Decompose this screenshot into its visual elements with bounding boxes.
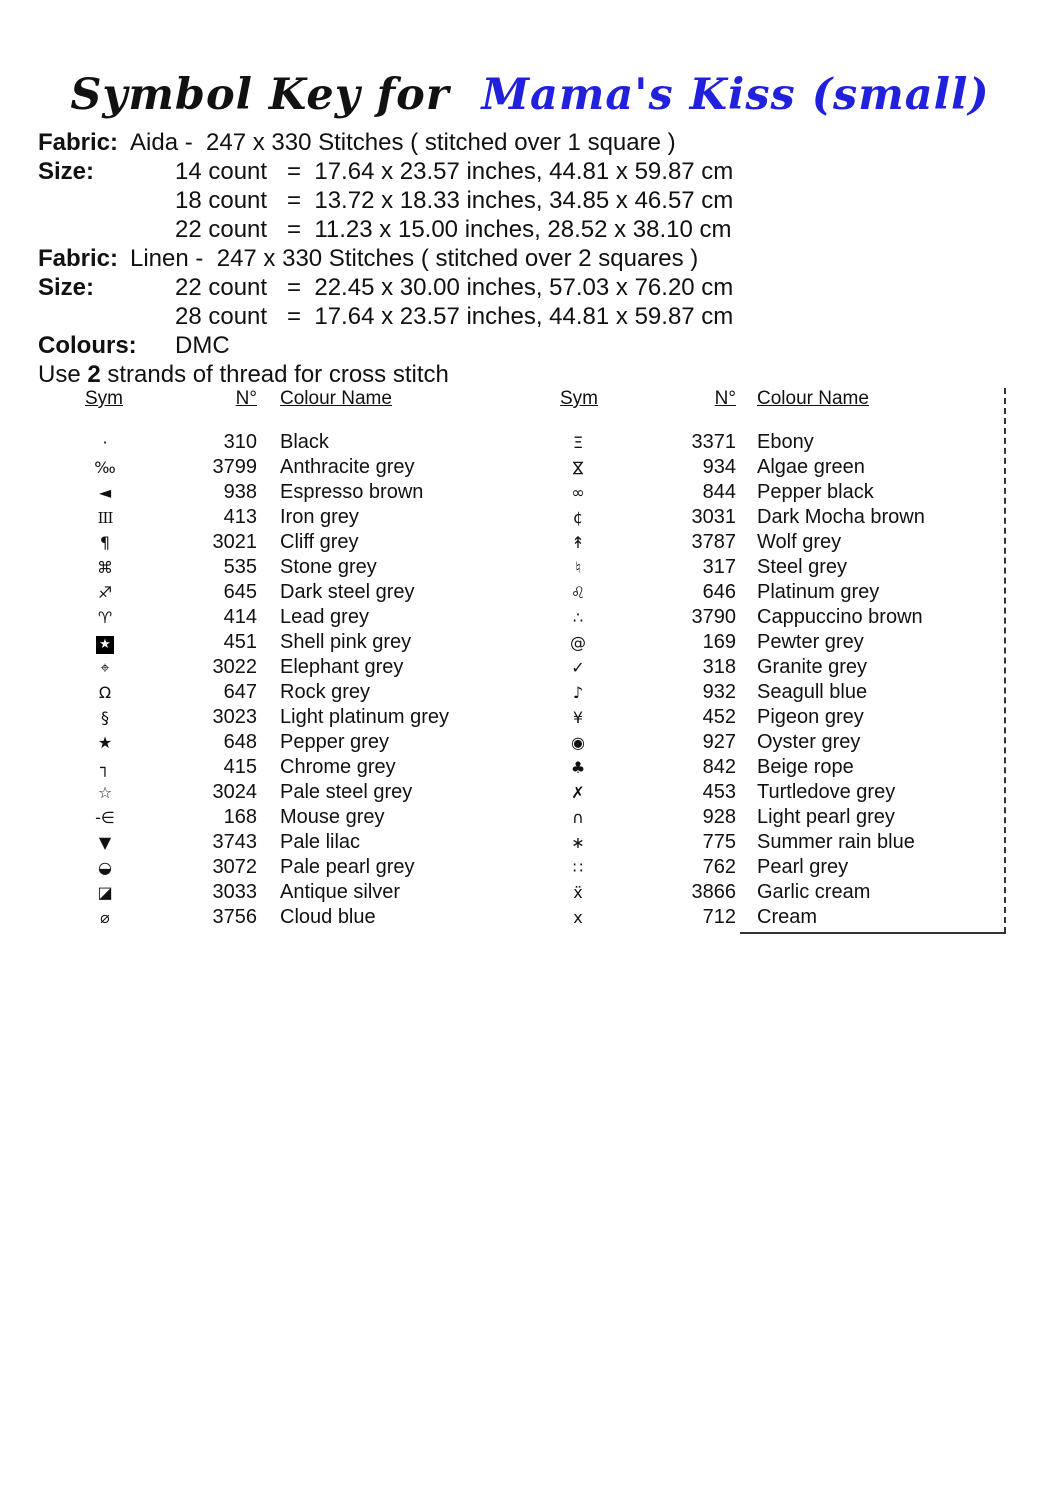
- colour-name-cell: Rock grey: [280, 681, 371, 703]
- symbol-cell: [85, 806, 125, 830]
- symbol-cell: [560, 856, 596, 880]
- colour-name-cell: Cloud blue: [280, 906, 376, 928]
- colour-name-cell: Wolf grey: [757, 531, 842, 553]
- number-cell: 535: [223, 556, 257, 578]
- key-row: [85, 480, 515, 505]
- colour-name-cell: Pigeon grey: [757, 706, 864, 728]
- number-cell: 3790: [691, 606, 736, 628]
- number-cell: 414: [223, 606, 257, 628]
- key-row: [85, 630, 515, 655]
- symbol-cell: [85, 581, 125, 605]
- symbol-cell: [85, 881, 125, 905]
- spec-dimensions: = 13.72 x 18.33 inches, 34.85 x 46.57 cm: [287, 187, 734, 214]
- symbol-cell: [560, 581, 596, 605]
- key-row: [85, 580, 515, 605]
- stitch-symbol: -∈: [95, 808, 115, 827]
- colour-name-cell: Pale lilac: [280, 831, 361, 853]
- header-number: N°: [235, 388, 257, 409]
- key-row: [85, 505, 515, 530]
- number-cell: 3022: [212, 656, 257, 678]
- colour-name-cell: Shell pink grey: [280, 631, 412, 653]
- symbol-cell: [85, 481, 125, 505]
- header-sym: Sym: [560, 388, 598, 409]
- symbol-cell: [560, 531, 596, 555]
- key-row: [560, 880, 1008, 905]
- key-row: [85, 880, 515, 905]
- title-name: Mama's Kiss (small): [465, 70, 990, 120]
- number-cell: 3743: [212, 831, 257, 853]
- spec-label: Fabric:: [38, 245, 119, 272]
- symbol-cell: [85, 906, 125, 930]
- symbol-cell: [560, 706, 596, 730]
- spec-label: [38, 215, 130, 244]
- key-row: [560, 805, 1008, 830]
- stitch-symbol: ⌘: [97, 558, 113, 577]
- colour-name-cell: Black: [280, 431, 329, 453]
- number-cell: 3866: [691, 881, 736, 903]
- colour-name-cell: Mouse grey: [280, 806, 385, 828]
- symbol-cell: [85, 756, 125, 780]
- stitch-symbol: ♪: [572, 683, 584, 702]
- number-cell: 3033: [212, 881, 257, 903]
- symbol-cell: [85, 831, 125, 855]
- stitch-symbol: ¶: [99, 533, 111, 552]
- spec-value: DMC: [175, 332, 230, 359]
- number-cell: 318: [702, 656, 736, 678]
- number-cell: 3031: [691, 506, 736, 528]
- symbol-cell: [560, 831, 596, 855]
- colour-name-cell: Chrome grey: [280, 756, 396, 778]
- symbol-cell: [85, 631, 125, 655]
- symbol-cell: [560, 631, 596, 655]
- colour-name-cell: Dark Mocha brown: [757, 506, 925, 528]
- stitch-symbol: ♈: [97, 608, 113, 627]
- colour-name-cell: Cream: [757, 906, 818, 928]
- symbol-cell: [85, 706, 125, 730]
- spec-count: 22 count: [175, 216, 268, 243]
- strands-pre: Use: [38, 361, 81, 388]
- stitch-symbol: ♣: [570, 758, 586, 777]
- number-cell: 3024: [212, 781, 257, 803]
- symbol-cell: [560, 656, 596, 680]
- number-cell: 844: [702, 481, 736, 503]
- key-rows: [560, 430, 1008, 930]
- symbol-cell: [560, 606, 596, 630]
- symbol-cell: [85, 681, 125, 705]
- number-cell: 934: [702, 456, 736, 478]
- number-cell: 3023: [212, 706, 257, 728]
- symbol-cell: [85, 856, 125, 880]
- symbol-cell: [85, 781, 125, 805]
- number-cell: 451: [223, 631, 257, 653]
- key-row: [85, 655, 515, 680]
- key-row: [560, 430, 1008, 455]
- colour-name-cell: Espresso brown: [280, 481, 424, 503]
- colour-name-cell: Platinum grey: [757, 581, 880, 603]
- colour-name-cell: Pale steel grey: [280, 781, 413, 803]
- stitch-symbol: ẍ: [573, 883, 583, 902]
- colour-name-cell: Dark steel grey: [280, 581, 415, 603]
- header-number: N°: [714, 388, 736, 409]
- stitch-symbol: ⋈: [569, 460, 588, 476]
- spec-dimensions: = 22.45 x 30.00 inches, 57.03 x 76.20 cm: [287, 274, 734, 301]
- spec-row: [38, 186, 733, 215]
- key-row: [85, 455, 515, 480]
- key-row: [560, 855, 1008, 880]
- symbol-cell: [560, 731, 596, 755]
- spec-row: [38, 331, 733, 360]
- number-cell: 645: [223, 581, 257, 603]
- stitch-symbol: ♌: [570, 583, 586, 602]
- colour-name-cell: Light platinum grey: [280, 706, 449, 728]
- symbol-cell: [560, 681, 596, 705]
- spec-count: 18 count: [175, 187, 268, 214]
- key-row: [560, 580, 1008, 605]
- symbol-cell: [560, 906, 596, 930]
- spec-label: [38, 186, 130, 215]
- key-row: [85, 855, 515, 880]
- number-cell: 317: [702, 556, 736, 578]
- key-row: [85, 555, 515, 580]
- symbol-cell: [85, 656, 125, 680]
- symbol-cell: [560, 481, 596, 505]
- number-cell: 413: [223, 506, 257, 528]
- table-border-bottom: [740, 932, 1006, 934]
- colour-name-cell: Iron grey: [280, 506, 359, 528]
- stitch-symbol: ↟: [571, 533, 585, 552]
- strands-count: 2: [87, 361, 101, 388]
- spec-value: Linen - 247 x 330 Stitches ( stitched over 2 squares ): [130, 245, 699, 272]
- key-header-row: [85, 388, 515, 410]
- key-row: [560, 630, 1008, 655]
- colour-name-cell: Granite grey: [757, 656, 868, 678]
- stitch-symbol: ┐: [100, 758, 110, 777]
- spec-count: 14 count: [175, 158, 268, 185]
- symbol-cell: [560, 756, 596, 780]
- symbol-cell: [85, 606, 125, 630]
- key-row: [560, 730, 1008, 755]
- number-cell: 3799: [212, 456, 257, 478]
- spec-label: Size:: [38, 158, 95, 185]
- title-prefix: Symbol Key for: [70, 70, 466, 120]
- key-row: [560, 505, 1008, 530]
- colour-name-cell: Pepper grey: [280, 731, 389, 753]
- symbol-cell: [560, 781, 596, 805]
- number-cell: 646: [702, 581, 736, 603]
- stitch-symbol: ∴: [572, 608, 584, 627]
- number-cell: 648: [223, 731, 257, 753]
- spec-count: 28 count: [175, 303, 268, 330]
- symbol-cell: [560, 806, 596, 830]
- key-row: [560, 605, 1008, 630]
- number-cell: 3371: [691, 431, 736, 453]
- symbol-cell: [85, 456, 125, 480]
- key-row: [560, 455, 1008, 480]
- key-row: [85, 830, 515, 855]
- symbol-cell: [85, 431, 125, 455]
- colour-name-cell: Beige rope: [757, 756, 854, 778]
- stitch-symbol: ★: [97, 733, 113, 752]
- stitch-symbol: @: [570, 633, 586, 652]
- number-cell: 3756: [212, 906, 257, 928]
- stitch-symbol: ✗: [571, 783, 585, 802]
- spec-row: [38, 302, 733, 331]
- page-title: [0, 70, 1060, 120]
- spec-row: [38, 157, 733, 186]
- key-row: [85, 530, 515, 555]
- strands-note: [38, 360, 733, 389]
- colour-name-cell: Cappuccino brown: [757, 606, 923, 628]
- spec-dimensions: = 17.64 x 23.57 inches, 44.81 x 59.87 cm: [287, 158, 734, 185]
- number-cell: 169: [702, 631, 736, 653]
- number-cell: 927: [702, 731, 736, 753]
- colour-name-cell: Garlic cream: [757, 881, 871, 903]
- symbol-cell: [85, 506, 125, 530]
- symbol-cell: [85, 556, 125, 580]
- spec-row: [38, 244, 733, 273]
- spec-dimensions: = 17.64 x 23.57 inches, 44.81 x 59.87 cm: [287, 303, 734, 330]
- key-row: [560, 705, 1008, 730]
- symbol-cell: [560, 556, 596, 580]
- stitch-symbol: ⌖: [100, 658, 110, 677]
- key-row: [560, 905, 1008, 930]
- pattern-info: [38, 128, 733, 389]
- key-row: [85, 780, 515, 805]
- spec-label: [38, 302, 130, 331]
- spec-count: 22 count: [175, 274, 268, 301]
- spec-row: [38, 273, 733, 302]
- stitch-symbol: ¢: [572, 508, 584, 527]
- header-colour-name: Colour Name: [280, 388, 392, 409]
- number-cell: 453: [702, 781, 736, 803]
- key-row: [560, 530, 1008, 555]
- number-cell: 3787: [691, 531, 736, 553]
- key-row: [560, 755, 1008, 780]
- number-cell: 452: [702, 706, 736, 728]
- number-cell: 712: [702, 906, 736, 928]
- colour-name-cell: Ebony: [757, 431, 814, 453]
- colour-name-cell: Pepper black: [757, 481, 874, 503]
- stitch-symbol: III: [97, 509, 113, 527]
- number-cell: 938: [223, 481, 257, 503]
- spec-dimensions: = 11.23 x 15.00 inches, 28.52 x 38.10 cm: [287, 216, 732, 243]
- stitch-symbol: ∷: [572, 858, 584, 877]
- colour-name-cell: Seagull blue: [757, 681, 868, 703]
- key-row: [85, 905, 515, 930]
- stitch-symbol: ‰: [94, 458, 116, 477]
- stitch-symbol: ⌀: [100, 908, 110, 927]
- key-rows: [85, 430, 515, 930]
- key-row: [85, 605, 515, 630]
- colour-name-cell: Anthracite grey: [280, 456, 415, 478]
- header-colour-name: Colour Name: [757, 388, 869, 409]
- symbol-cell: [560, 506, 596, 530]
- symbol-cell: [85, 531, 125, 555]
- spec-rows: [38, 128, 733, 360]
- stitch-symbol: ♮: [575, 558, 581, 577]
- colour-name-cell: Antique silver: [280, 881, 401, 903]
- colour-name-cell: Pale pearl grey: [280, 856, 415, 878]
- stitch-symbol: ∩: [572, 808, 584, 827]
- stitch-symbol: ∗: [571, 833, 585, 852]
- symbol-cell: [560, 456, 596, 480]
- key-header-row: [560, 388, 1008, 410]
- key-row: [560, 830, 1008, 855]
- symbol-cell: [560, 881, 596, 905]
- symbol-cell: [85, 731, 125, 755]
- stitch-symbol: ◄: [98, 483, 112, 502]
- table-border-right: [1004, 388, 1006, 933]
- key-row: [85, 705, 515, 730]
- number-cell: 415: [223, 756, 257, 778]
- colour-name-cell: Pewter grey: [757, 631, 864, 653]
- colour-name-cell: Turtledove grey: [757, 781, 896, 803]
- key-row: [560, 555, 1008, 580]
- key-row: [560, 480, 1008, 505]
- stitch-symbol: ★: [96, 636, 114, 654]
- colour-name-cell: Stone grey: [280, 556, 377, 578]
- number-cell: 3021: [212, 531, 257, 553]
- stitch-symbol: ♐: [97, 583, 113, 602]
- number-cell: 928: [702, 806, 736, 828]
- spec-label: Size:: [38, 274, 95, 301]
- spec-row: [38, 215, 733, 244]
- stitch-symbol: Ω: [98, 683, 112, 702]
- number-cell: 775: [702, 831, 736, 853]
- number-cell: 932: [702, 681, 736, 703]
- colour-name-cell: Cliff grey: [280, 531, 359, 553]
- stitch-symbol: ▼: [98, 833, 112, 852]
- stitch-symbol: ¥: [572, 708, 584, 727]
- stitch-symbol: ·: [102, 433, 108, 452]
- strands-post: strands of thread for cross stitch: [107, 361, 449, 388]
- symbol-key-column-left: [85, 388, 515, 930]
- colour-name-cell: Lead grey: [280, 606, 369, 628]
- stitch-symbol: Ξ: [572, 433, 584, 452]
- colour-name-cell: Summer rain blue: [757, 831, 915, 853]
- key-row: [85, 805, 515, 830]
- header-sym: Sym: [85, 388, 123, 409]
- stitch-symbol: ◉: [571, 733, 585, 752]
- stitch-symbol: x: [573, 908, 583, 927]
- colour-name-cell: Steel grey: [757, 556, 848, 578]
- number-cell: 842: [702, 756, 736, 778]
- number-cell: 168: [223, 806, 257, 828]
- symbol-key-column-right: [560, 388, 1008, 930]
- stitch-symbol: ✓: [571, 658, 585, 677]
- spec-row: [38, 128, 733, 157]
- number-cell: 762: [702, 856, 736, 878]
- number-cell: 310: [223, 431, 257, 453]
- key-row: [560, 780, 1008, 805]
- key-row: [85, 680, 515, 705]
- number-cell: 647: [223, 681, 257, 703]
- spec-label: Colours:: [38, 332, 137, 359]
- spec-label: Fabric:: [38, 129, 119, 156]
- colour-name-cell: Pearl grey: [757, 856, 849, 878]
- key-row: [85, 730, 515, 755]
- colour-name-cell: Oyster grey: [757, 731, 861, 753]
- stitch-symbol: ◒: [98, 858, 112, 877]
- colour-name-cell: Light pearl grey: [757, 806, 895, 828]
- stitch-symbol: ∞: [571, 483, 585, 502]
- colour-name-cell: Elephant grey: [280, 656, 404, 678]
- key-row: [85, 430, 515, 455]
- key-row: [560, 655, 1008, 680]
- stitch-symbol: §: [101, 708, 109, 727]
- symbol-cell: [560, 431, 596, 455]
- spec-value: Aida - 247 x 330 Stitches ( stitched over 1 square ): [130, 129, 676, 156]
- stitch-symbol: ◪: [97, 883, 113, 902]
- colour-name-cell: Algae green: [757, 456, 865, 478]
- stitch-symbol: ☆: [97, 783, 113, 802]
- number-cell: 3072: [212, 856, 257, 878]
- key-row: [560, 680, 1008, 705]
- key-row: [85, 755, 515, 780]
